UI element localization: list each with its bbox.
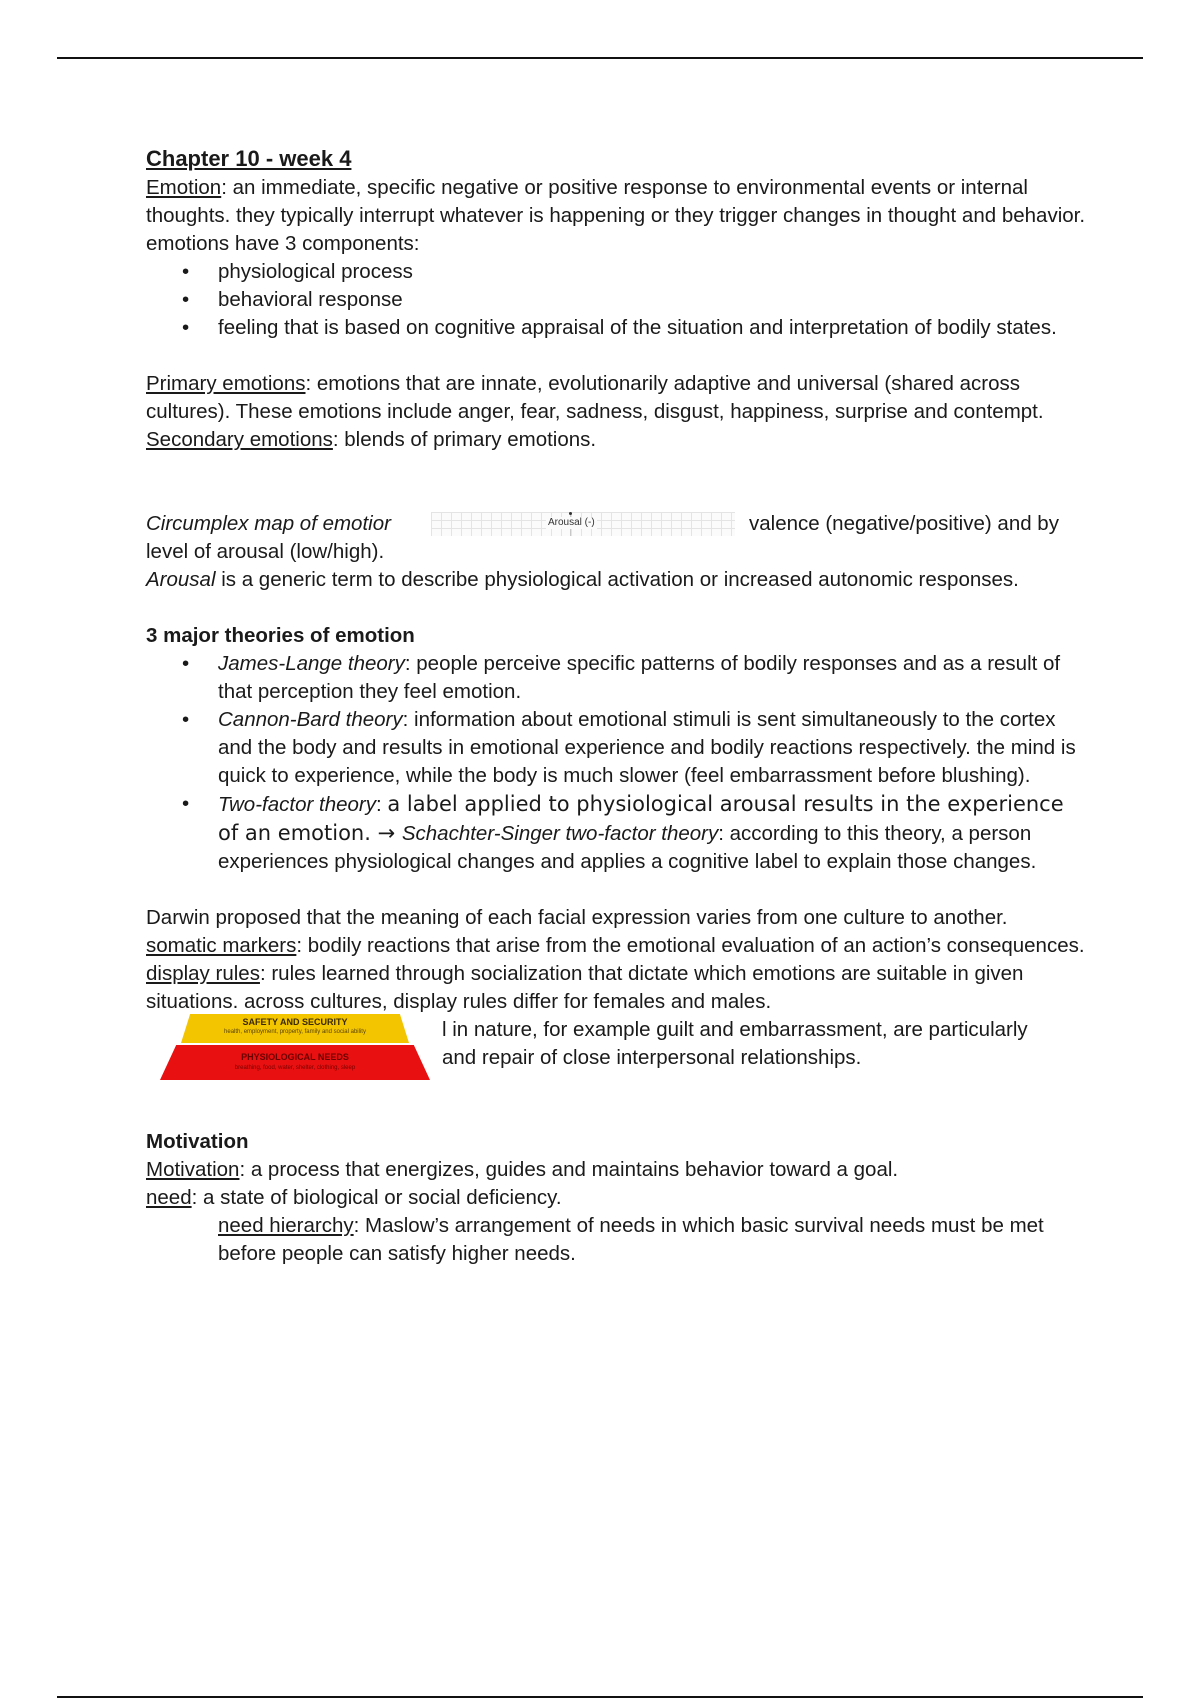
circumplex-text-left: Circumplex map of emotior — [146, 512, 391, 535]
pyramid-side-line: and repair of close interpersonal relationships. — [442, 1046, 862, 1069]
need-definition: : a state of biological or social deficiency. — [191, 1186, 562, 1209]
emotion-components-list — [146, 258, 1086, 342]
motivation-term: Motivation — [146, 1158, 240, 1181]
list-item — [146, 706, 1086, 790]
circumplex-arousal-label: Arousal (-) — [548, 517, 595, 528]
list-item: • behavioral response — [146, 286, 1086, 314]
page-title: Chapter 10 - week 4 — [146, 146, 352, 171]
arousal-term: Arousal — [146, 568, 216, 591]
theory-name: James-Lange theory — [218, 652, 405, 675]
bottom-rule — [57, 1696, 1143, 1698]
need-hierarchy-definition: : Maslow’s arrangement of needs in which basic survival needs must be met before people can satisfy higher needs. — [218, 1214, 1044, 1265]
circumplex-map-image — [431, 512, 735, 536]
secondary-emotions-definition: : blends of primary emotions. — [332, 428, 597, 451]
somatic-markers-paragraph — [146, 932, 1086, 960]
schachter-singer-name: Schachter-Singer two-factor theory — [401, 822, 719, 845]
circumplex-line — [146, 510, 1086, 538]
display-rules-definition: : rules learned through socialization that dictate which emotions are suitable in given situations. across cultures, display rules differ for females and males. — [146, 962, 1024, 1013]
tier-safety-sublabel: health, employment, property, family and social ability — [224, 1029, 366, 1035]
list-item: • feeling that is based on cognitive appraisal of the situation and interpretation of bodily states. — [146, 314, 1086, 342]
need-paragraph — [146, 1184, 1086, 1212]
motivation-definition: : a process that energizes, guides and maintains behavior toward a goal. — [239, 1158, 899, 1181]
theory-name: Two-factor theory — [218, 793, 376, 816]
list-item — [146, 790, 1086, 876]
display-rules-paragraph — [146, 960, 1086, 1016]
circumplex-dot — [569, 512, 572, 515]
theory-text: : — [375, 793, 388, 816]
tier-physiological-label: PHYSIOLOGICAL NEEDS — [241, 1052, 349, 1062]
arousal-definition: is a generic term to describe physiological activation or increased autonomic responses. — [215, 568, 1019, 591]
theories-list — [146, 650, 1086, 876]
motivation-paragraph — [146, 1156, 1086, 1184]
theory-text: : information about emotional stimuli is sent simultaneously to the cortex and the body and results in emotional experience and bodily reactions respectively. the mind is quick to experience, while the body is much slower (feel embarrassment before blushing). — [218, 708, 1076, 787]
arousal-paragraph — [146, 566, 1086, 594]
darwin-paragraph: Darwin proposed that the meaning of each facial expression varies from one culture to another. — [146, 906, 1008, 929]
emotion-paragraph — [146, 174, 1086, 258]
emotion-term: Emotion — [146, 176, 222, 199]
need-term: need — [146, 1186, 192, 1209]
pyramid-tier-physiological — [160, 1045, 430, 1080]
need-hierarchy-term: need hierarchy — [218, 1214, 354, 1237]
pyramid-line — [146, 1016, 1086, 1072]
primary-emotions-term: Primary emotions — [146, 372, 306, 395]
schachter-singer-text: : according to this theory, a person experiences physiological changes and applies a cognitive label to explain those changes. — [218, 822, 1037, 873]
pyramid-side-text — [442, 1016, 1102, 1072]
theory-text: a label applied to physiological arousal results in the experience of an emotion. → — [218, 792, 1064, 845]
need-hierarchy-paragraph — [146, 1212, 1086, 1268]
maslow-pyramid-image — [160, 1014, 430, 1080]
circumplex-text-cont: level of arousal (low/high). — [146, 540, 385, 563]
page-content — [146, 145, 1086, 1268]
secondary-emotions-term: Secondary emotions — [146, 428, 333, 451]
list-item — [146, 650, 1086, 706]
theories-heading: 3 major theories of emotion — [146, 624, 415, 647]
primary-emotions-paragraph — [146, 370, 1086, 426]
display-rules-term: display rules — [146, 962, 260, 985]
motivation-heading: Motivation — [146, 1130, 249, 1153]
emotion-definition: : an immediate, specific negative or positive response to environmental events or internal thoughts. they typically interrupt whatever is happening or they trigger changes in thought and behavior. emotions have 3 components: — [146, 176, 1086, 255]
theory-name: Cannon-Bard theory — [218, 708, 403, 731]
theory-text: : people perceive specific patterns of bodily responses and as a result of that perception they feel emotion. — [218, 652, 1061, 703]
tier-physiological-sublabel: breathing, food, water, shelter, clothing, sleep — [234, 1065, 356, 1071]
somatic-markers-definition: : bodily reactions that arise from the emotional evaluation of an action’s consequences. — [296, 934, 1085, 957]
tier-safety-label: SAFETY AND SECURITY — [242, 1017, 348, 1027]
primary-emotions-definition: : emotions that are innate, evolutionarily adaptive and universal (shared across cultures). These emotions include anger, fear, sadness, disgust, happiness, surprise and contempt. — [146, 372, 1044, 423]
secondary-emotions-paragraph — [146, 426, 1086, 454]
circumplex-text-right: valence (negative/positive) and by — [749, 512, 1059, 535]
somatic-markers-term: somatic markers — [146, 934, 297, 957]
pyramid-side-line: l in nature, for example guilt and embarrassment, are particularly — [442, 1018, 1028, 1041]
list-item: • physiological process — [146, 258, 1086, 286]
top-rule — [57, 57, 1143, 59]
